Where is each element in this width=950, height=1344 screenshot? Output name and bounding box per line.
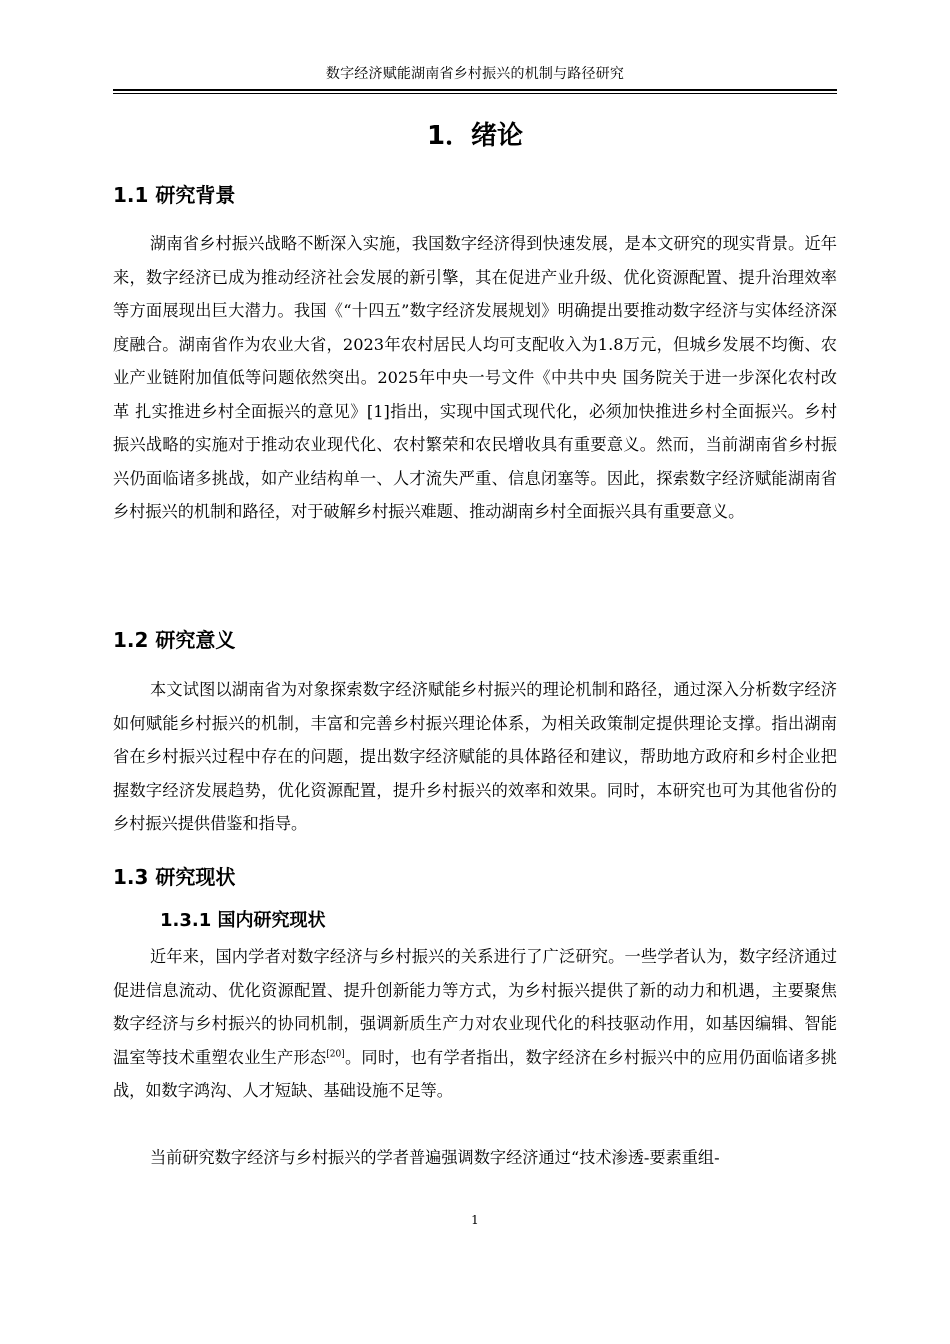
subsection-heading-1-3-1: 1.3.1 国内研究现状 <box>160 910 326 931</box>
chapter-title: 1．绪论 <box>426 121 524 151</box>
page-number: 1 <box>471 1213 479 1227</box>
subsection-paragraph-1-3-1-a <box>113 940 837 1108</box>
paragraph-text: 。同时，也有学者指出，数字经济在乡村振兴中的应用仍面临诸多挑战，如数字鸿沟、人才短缺、基础设施不足等。 <box>113 1047 837 1100</box>
paragraph-text: 近年来，国内学者对数字经济与乡村振兴的关系进行了广泛研究。一些学者认为，数字经济通过促进信息流动、优化资源配置、提升创新能力等方式，为乡村振兴提供了新的动力和机遇，主要聚焦数字经济与乡村振兴的协同机制，强调新质生产力对农业现代化的科技驱动作用，如基因编辑、智能温室等技术重塑农业生产形态 <box>113 947 837 1067</box>
section-heading-1-3: 1.3 研究现状 <box>113 865 236 889</box>
citation-superscript: [20] <box>326 1049 345 1060</box>
section-heading-1-2: 1.2 研究意义 <box>113 628 236 652</box>
section-paragraph-1-1: 湖南省乡村振兴战略不断深入实施，我国数字经济得到快速发展，是本文研究的现实背景。近年来，数字经济已成为推动经济社会发展的新引擎，其在促进产业升级、优化资源配置、提升治理效率等方面展现出巨大潜力。我国《“十四五”数字经济发展规划》明确提出要推动数字经济与实体经济深度融合。湖南省作为农业大省，2023年农村居民人均可支配收入为1.8万元，但城乡发展不均衡、农业产业链附加值低等问题依然突出。2025年中央一号文件《中共中央 国务院关于进一步深化农村改革 扎实推进乡村全面振兴的意见》[1]指出，实现中国式现代化，必须加快推进乡村全面振兴。乡村振兴战略的实施对于推动农业现代化、农村繁荣和农民增收具有重要意义。然而，当前湖南省乡村振兴仍面临诸多挑战，如产业结构单一、人才流失严重、信息闭塞等。因此，探索数字经济赋能湖南省乡村振兴的机制和路径，对于破解乡村振兴难题、推动湖南乡村全面振兴具有重要意义。 <box>113 234 837 521</box>
header-rule-thick <box>113 89 837 91</box>
section-heading-1-1: 1.1 研究背景 <box>113 183 236 207</box>
running-header-title: 数字经济赋能湖南省乡村振兴的机制与路径研究 <box>325 66 625 82</box>
subsection-paragraph-1-3-1-b: 当前研究数字经济与乡村振兴的学者普遍强调数字经济通过“技术渗透-要素重组- <box>150 1148 720 1167</box>
section-paragraph-1-2: 本文试图以湖南省为对象探索数字经济赋能乡村振兴的理论机制和路径，通过深入分析数字经济如何赋能乡村振兴的机制，丰富和完善乡村振兴理论体系，为相关政策制定提供理论支撑。指出湖南省在乡村振兴过程中存在的问题，提出数字经济赋能的具体路径和建议，帮助地方政府和乡村企业把握数字经济发展趋势，优化资源配置，提升乡村振兴的效率和效果。同时，本研究也可为其他省份的乡村振兴提供借鉴和指导。 <box>113 680 837 833</box>
header-rule-thin <box>113 93 837 94</box>
